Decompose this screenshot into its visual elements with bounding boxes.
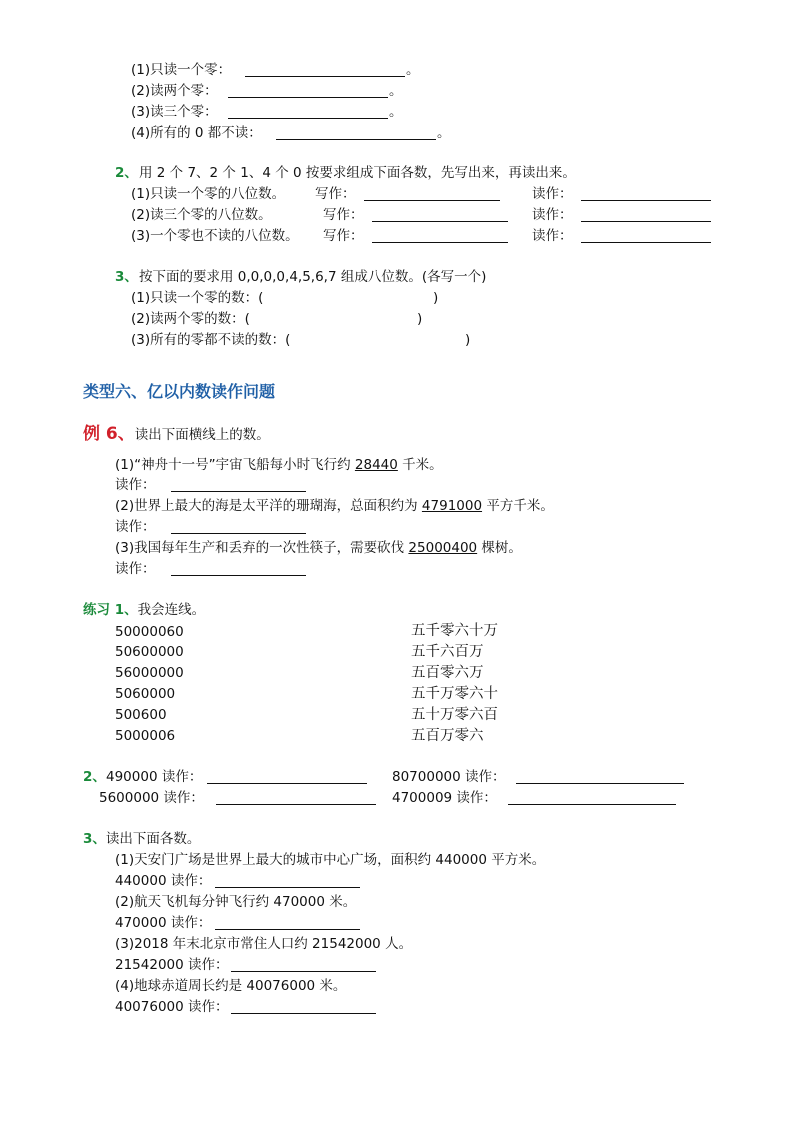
p3-number: 3、 — [83, 831, 106, 847]
s0-item-1: (1)只读一个零： — [131, 62, 232, 78]
s0-end-3: 。 — [389, 104, 403, 120]
ex6-read-label-2: 读作： — [115, 519, 156, 535]
s0-item-3: (3)读三个零： — [131, 104, 218, 120]
practice-1-text: 我会连线。 — [137, 602, 206, 618]
match-right-4[interactable]: 五千万零六十 — [411, 686, 498, 702]
p3-read-label-2: 470000 读作： — [115, 915, 212, 931]
q2-row-2: (2)读三个零的八位数。 — [131, 207, 272, 223]
q3-item-3: (3)所有的零都不读的数：( — [131, 332, 291, 348]
match-left-2[interactable]: 50600000 — [115, 644, 184, 660]
q2-write-blank-3[interactable] — [372, 228, 508, 243]
q2-write-blank-2[interactable] — [372, 207, 508, 222]
match-right-6[interactable]: 五百万零六 — [411, 728, 484, 744]
q2-row-1: (1)只读一个零的八位数。 — [131, 186, 286, 202]
p2-number: 2、 — [83, 769, 106, 785]
p3-blank-1[interactable] — [215, 873, 360, 888]
match-right-2[interactable]: 五千六百万 — [411, 644, 484, 660]
q2-write-label-3: 写作： — [323, 228, 364, 244]
p3-sentence-4: (4)地球赤道周长约是 40076000 米。 — [115, 978, 347, 994]
s0-blank-4[interactable] — [276, 125, 436, 140]
match-right-5[interactable]: 五十万零六百 — [411, 707, 498, 723]
ex6-item-1: (1)“神舟十一号”宇宙飞船每小时飞行约 28440 千米。 — [115, 457, 443, 473]
s0-end-2: 。 — [389, 83, 403, 99]
q3-item-1: (1)只读一个零的数：( — [131, 290, 264, 306]
p3-blank-2[interactable] — [215, 915, 360, 930]
section-heading: 类型六、亿以内数读作问题 — [83, 382, 276, 401]
q2-read-blank-2[interactable] — [581, 207, 711, 222]
p2-blank-3[interactable] — [216, 790, 376, 805]
p2-blank-4[interactable] — [508, 790, 676, 805]
q2-read-label-3: 读作： — [532, 228, 573, 244]
practice-1-label: 练习 1、 — [83, 602, 138, 618]
q2-read-blank-1[interactable] — [581, 186, 711, 201]
s0-end-1: 。 — [406, 62, 420, 78]
s0-end-4: 。 — [437, 125, 451, 141]
example-6-title — [83, 423, 270, 446]
ex6-read-blank-3[interactable] — [171, 561, 306, 576]
s0-blank-2[interactable] — [228, 83, 388, 98]
q2-read-label-1: 读作： — [532, 186, 573, 202]
match-left-6[interactable]: 5000006 — [115, 728, 176, 744]
ex6-read-label-3: 读作： — [115, 561, 156, 577]
q2-read-label-2: 读作： — [532, 207, 573, 223]
match-right-1[interactable]: 五千零六十万 — [411, 623, 498, 639]
p2-blank-2[interactable] — [516, 769, 684, 784]
q2-write-label-1: 写作： — [315, 186, 356, 202]
match-left-3[interactable]: 56000000 — [115, 665, 184, 681]
p3-read-label-1: 440000 读作： — [115, 873, 212, 889]
q2-row-3: (3)一个零也不读的八位数。 — [131, 228, 299, 244]
match-left-1[interactable]: 50000060 — [115, 624, 184, 640]
p3-title — [83, 830, 200, 848]
s0-item-4: (4)所有的 0 都不读： — [131, 125, 262, 141]
match-left-5[interactable]: 500600 — [115, 707, 167, 723]
p2-item-1: 490000 读作： — [106, 769, 203, 785]
match-left-4[interactable]: 5060000 — [115, 686, 176, 702]
ex6-item-3: (3)我国每年生产和丢弃的一次性筷子，需要砍伐 25000400 棵树。 — [115, 540, 522, 556]
p3-blank-4[interactable] — [231, 999, 376, 1014]
p3-sentence-2: (2)航天飞机每分钟飞行约 470000 米。 — [115, 894, 357, 910]
q2-number: 2、 — [115, 165, 138, 181]
p3-sentence-1: (1)天安门广场是世界上最大的城市中心广场，面积约 440000 平方米。 — [115, 852, 546, 868]
p2-item-4: 4700009 读作： — [392, 790, 497, 806]
p3-read-label-4: 40076000 读作： — [115, 999, 229, 1015]
p3-text: 读出下面各数。 — [105, 831, 201, 847]
q2-write-label-2: 写作： — [323, 207, 364, 223]
q3-close-1: ) — [433, 290, 439, 306]
p3-sentence-3: (3)2018 年末北京市常住人口约 21542000 人。 — [115, 936, 413, 952]
q2-write-blank-1[interactable] — [364, 186, 500, 201]
q3-close-2: ) — [417, 311, 423, 327]
q3-item-2: (2)读两个零的数：( — [131, 311, 250, 327]
ex6-number-1: 28440 — [354, 457, 398, 473]
s0-blank-3[interactable] — [228, 104, 388, 119]
p3-blank-3[interactable] — [231, 957, 376, 972]
s0-blank-1[interactable] — [245, 62, 405, 77]
q3-text: 按下面的要求用 0,0,0,0,4,5,6,7 组成八位数。(各写一个) — [139, 269, 487, 285]
example-6-label: 例 6、 — [83, 424, 135, 444]
s0-item-2: (2)读两个零： — [131, 83, 218, 99]
q3-close-3: ) — [465, 332, 471, 348]
ex6-read-label-1: 读作： — [115, 477, 156, 493]
p2-item-2: 80700000 读作： — [392, 769, 506, 785]
q2-text: 用 2 个 7、2 个 1、4 个 0 按要求组成下面各数，先写出来，再读出来。 — [139, 165, 576, 181]
ex6-item-2: (2)世界上最大的海是太平洋的珊瑚海，总面积约为 4791000 平方千米。 — [115, 498, 554, 514]
p2-blank-1[interactable] — [207, 769, 367, 784]
example-6-text: 读出下面横线上的数。 — [134, 427, 270, 443]
match-right-3[interactable]: 五百零六万 — [411, 665, 484, 681]
q2-read-blank-3[interactable] — [581, 228, 711, 243]
ex6-number-3: 25000400 — [408, 540, 478, 556]
q3-number: 3、 — [115, 269, 138, 285]
ex6-number-2: 4791000 — [421, 498, 483, 514]
p2-item-3: 5600000 读作： — [99, 790, 204, 806]
p3-read-label-3: 21542000 读作： — [115, 957, 229, 973]
ex6-read-blank-2[interactable] — [171, 519, 306, 534]
practice-1-title — [83, 601, 205, 619]
ex6-read-blank-1[interactable] — [171, 477, 306, 492]
